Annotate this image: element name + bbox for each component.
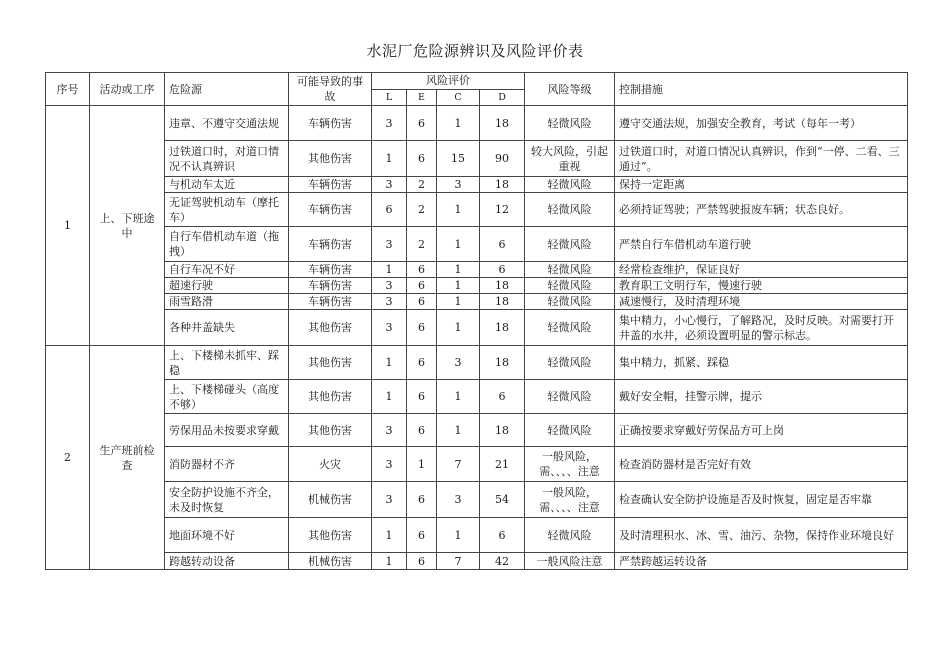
- measure-cell: 严禁跨越运转设备: [615, 553, 908, 570]
- risk-level-cell: 轻微风险: [525, 294, 615, 310]
- c-value-cell: 1: [437, 227, 480, 262]
- l-value-cell: 1: [372, 346, 407, 380]
- accident-cell: 机械伤害: [289, 482, 372, 518]
- seq-cell: 1: [46, 106, 90, 346]
- measure-cell: 减速慢行，及时清理环境: [615, 294, 908, 310]
- accident-cell: 车辆伤害: [289, 106, 372, 141]
- table-row: [46, 227, 908, 262]
- d-value-cell: 18: [480, 106, 525, 141]
- hazard-cell: 地面环境不好: [165, 518, 289, 553]
- risk-level-cell: 较大风险，引起重视: [525, 141, 615, 177]
- header-hazard: 危险源: [165, 73, 289, 106]
- table-row: [46, 193, 908, 227]
- hazard-cell: 劳保用品未按要求穿戴: [165, 414, 289, 447]
- hazard-cell: 过铁道口时，对道口情况不认真辨识: [165, 141, 289, 177]
- d-value-cell: 6: [480, 380, 525, 414]
- e-value-cell: 6: [407, 262, 437, 278]
- header-row: [46, 73, 908, 90]
- risk-table: [45, 72, 908, 570]
- page-title: 水泥厂危险源辨识及风险评价表: [366, 42, 584, 60]
- risk-level-cell: 轻微风险: [525, 193, 615, 227]
- measure-cell: 过铁道口时，对道口情况认真辨识，作到“一停、二看、三通过”。: [615, 141, 908, 177]
- hazard-cell: 上、下楼梯未抓牢、踩稳: [165, 346, 289, 380]
- hazard-cell: 安全防护设施不齐全，未及时恢复: [165, 482, 289, 518]
- l-value-cell: 3: [372, 177, 407, 193]
- l-value-cell: 3: [372, 447, 407, 482]
- hazard-cell: 上、下楼梯碰头（高度不够）: [165, 380, 289, 414]
- hazard-cell: 雨雪路滑: [165, 294, 289, 310]
- e-value-cell: 6: [407, 414, 437, 447]
- table-row: [46, 310, 908, 346]
- measure-cell: 检查确认安全防护设施是否及时恢复，固定是否牢靠: [615, 482, 908, 518]
- c-value-cell: 3: [437, 346, 480, 380]
- hazard-cell: 跨越转动设备: [165, 553, 289, 570]
- c-value-cell: 7: [437, 447, 480, 482]
- d-value-cell: 12: [480, 193, 525, 227]
- e-value-cell: 1: [407, 447, 437, 482]
- c-value-cell: 3: [437, 177, 480, 193]
- measure-cell: 集中精力，小心慢行，了解路况，及时反映。对需要打开井盖的水井，必须设置明显的警示标志。: [615, 310, 908, 346]
- risk-level-cell: 轻微风险: [525, 380, 615, 414]
- d-value-cell: 21: [480, 447, 525, 482]
- header-accident: 可能导致的事故: [289, 73, 372, 106]
- d-value-cell: 18: [480, 310, 525, 346]
- l-value-cell: 6: [372, 193, 407, 227]
- accident-cell: 机械伤害: [289, 553, 372, 570]
- c-value-cell: 1: [437, 518, 480, 553]
- accident-cell: 车辆伤害: [289, 193, 372, 227]
- risk-level-cell: 一般风险，需、、、、注意: [525, 482, 615, 518]
- e-value-cell: 2: [407, 193, 437, 227]
- e-value-cell: 6: [407, 518, 437, 553]
- risk-level-cell: 一般风险注意: [525, 553, 615, 570]
- l-value-cell: 3: [372, 294, 407, 310]
- measure-cell: 教育职工文明行车，慢速行驶: [615, 278, 908, 294]
- table-row: [46, 482, 908, 518]
- hazard-cell: 违章、不遵守交通法规: [165, 106, 289, 141]
- header-activity: 活动或工序: [90, 73, 165, 106]
- hazard-cell: 与机动车太近: [165, 177, 289, 193]
- c-value-cell: 1: [437, 294, 480, 310]
- accident-cell: 其他伤害: [289, 380, 372, 414]
- header-l: L: [372, 89, 407, 106]
- measure-cell: 保持一定距离: [615, 177, 908, 193]
- d-value-cell: 18: [480, 177, 525, 193]
- c-value-cell: 1: [437, 414, 480, 447]
- risk-level-cell: 轻微风险: [525, 278, 615, 294]
- e-value-cell: 2: [407, 227, 437, 262]
- table-row: [46, 294, 908, 310]
- accident-cell: 火灾: [289, 447, 372, 482]
- accident-cell: 其他伤害: [289, 141, 372, 177]
- e-value-cell: 6: [407, 482, 437, 518]
- d-value-cell: 18: [480, 346, 525, 380]
- hazard-cell: 自行车况不好: [165, 262, 289, 278]
- c-value-cell: 1: [437, 193, 480, 227]
- c-value-cell: 1: [437, 380, 480, 414]
- d-value-cell: 90: [480, 141, 525, 177]
- measure-cell: 戴好安全帽，挂警示牌，提示: [615, 380, 908, 414]
- risk-level-cell: 轻微风险: [525, 346, 615, 380]
- l-value-cell: 3: [372, 414, 407, 447]
- c-value-cell: 1: [437, 310, 480, 346]
- measure-cell: 集中精力，抓紧、踩稳: [615, 346, 908, 380]
- table-row: [46, 553, 908, 570]
- accident-cell: 车辆伤害: [289, 227, 372, 262]
- header-e: E: [407, 89, 437, 106]
- risk-level-cell: 轻微风险: [525, 310, 615, 346]
- accident-cell: 其他伤害: [289, 518, 372, 553]
- hazard-cell: 各种井盖缺失: [165, 310, 289, 346]
- l-value-cell: 3: [372, 278, 407, 294]
- d-value-cell: 6: [480, 262, 525, 278]
- c-value-cell: 3: [437, 482, 480, 518]
- l-value-cell: 1: [372, 262, 407, 278]
- risk-level-cell: 轻微风险: [525, 227, 615, 262]
- l-value-cell: 3: [372, 482, 407, 518]
- c-value-cell: 15: [437, 141, 480, 177]
- risk-level-cell: 轻微风险: [525, 106, 615, 141]
- risk-level-cell: 轻微风险: [525, 177, 615, 193]
- l-value-cell: 1: [372, 518, 407, 553]
- measure-cell: 正确按要求穿戴好劳保品方可上岗: [615, 414, 908, 447]
- table-row: [46, 518, 908, 553]
- accident-cell: 车辆伤害: [289, 177, 372, 193]
- e-value-cell: 6: [407, 310, 437, 346]
- accident-cell: 其他伤害: [289, 310, 372, 346]
- d-value-cell: 42: [480, 553, 525, 570]
- table-row: [46, 278, 908, 294]
- header-c: C: [437, 89, 480, 106]
- header-level: 风险等级: [525, 73, 615, 106]
- d-value-cell: 18: [480, 278, 525, 294]
- table-row: [46, 380, 908, 414]
- l-value-cell: 3: [372, 310, 407, 346]
- measure-cell: 必须持证驾驶；严禁驾驶报废车辆；状态良好。: [615, 193, 908, 227]
- table-row: [46, 346, 908, 380]
- measure-cell: 经常检查维护，保证良好: [615, 262, 908, 278]
- hazard-cell: 无证驾驶机动车（摩托车）: [165, 193, 289, 227]
- table-row: [46, 141, 908, 177]
- header-seq: 序号: [46, 73, 90, 106]
- e-value-cell: 6: [407, 294, 437, 310]
- table-row: [46, 414, 908, 447]
- e-value-cell: 6: [407, 346, 437, 380]
- l-value-cell: 3: [372, 106, 407, 141]
- e-value-cell: 6: [407, 106, 437, 141]
- l-value-cell: 3: [372, 227, 407, 262]
- c-value-cell: 1: [437, 262, 480, 278]
- measure-cell: 严禁自行车借机动车道行驶: [615, 227, 908, 262]
- accident-cell: 其他伤害: [289, 346, 372, 380]
- c-value-cell: 7: [437, 553, 480, 570]
- accident-cell: 车辆伤害: [289, 294, 372, 310]
- activity-cell: 生产班前检查: [90, 346, 165, 570]
- accident-cell: 车辆伤害: [289, 278, 372, 294]
- d-value-cell: 6: [480, 518, 525, 553]
- accident-cell: 车辆伤害: [289, 262, 372, 278]
- hazard-cell: 消防器材不齐: [165, 447, 289, 482]
- table-row: [46, 447, 908, 482]
- c-value-cell: 1: [437, 106, 480, 141]
- e-value-cell: 6: [407, 553, 437, 570]
- header-measures: 控制措施: [615, 73, 908, 106]
- measure-cell: 及时清理积水、冰、雪、油污、杂物，保持作业环境良好: [615, 518, 908, 553]
- d-value-cell: 18: [480, 294, 525, 310]
- risk-level-cell: 一般风险，需、、、、注意: [525, 447, 615, 482]
- table-row: [46, 262, 908, 278]
- hazard-cell: 自行车借机动车道（拖拽）: [165, 227, 289, 262]
- e-value-cell: 6: [407, 380, 437, 414]
- table-row: [46, 177, 908, 193]
- e-value-cell: 6: [407, 141, 437, 177]
- header-d: D: [480, 89, 525, 106]
- e-value-cell: 2: [407, 177, 437, 193]
- d-value-cell: 6: [480, 227, 525, 262]
- l-value-cell: 1: [372, 553, 407, 570]
- activity-cell: 上、下班途中: [90, 106, 165, 346]
- accident-cell: 其他伤害: [289, 414, 372, 447]
- e-value-cell: 6: [407, 278, 437, 294]
- l-value-cell: 1: [372, 141, 407, 177]
- table-row: [46, 106, 908, 141]
- header-evaluation: 风险评价: [372, 73, 525, 90]
- risk-level-cell: 轻微风险: [525, 414, 615, 447]
- measure-cell: 检查消防器材是否完好有效: [615, 447, 908, 482]
- measure-cell: 遵守交通法规，加强安全教育，考试（每年一考）: [615, 106, 908, 141]
- risk-level-cell: 轻微风险: [525, 518, 615, 553]
- d-value-cell: 18: [480, 414, 525, 447]
- seq-cell: 2: [46, 346, 90, 570]
- l-value-cell: 1: [372, 380, 407, 414]
- risk-level-cell: 轻微风险: [525, 262, 615, 278]
- c-value-cell: 1: [437, 278, 480, 294]
- d-value-cell: 54: [480, 482, 525, 518]
- hazard-cell: 超速行驶: [165, 278, 289, 294]
